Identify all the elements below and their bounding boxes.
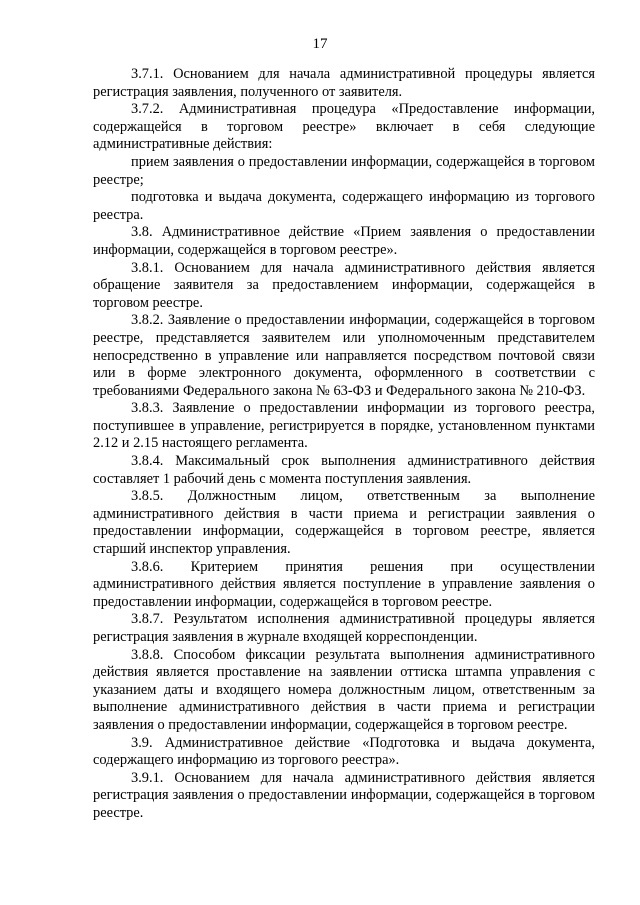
list-item-receive-application: прием заявления о предоставлении информации, содержащейся в торговом реестре; [93,153,595,188]
paragraph-3-8-1: 3.8.1. Основанием для начала административного действия является обращение заявителя за предоставлением информации, содержащейся в торговом реестре. [93,259,595,311]
paragraph-3-7-2: 3.7.2. Административная процедура «Предоставление информации, содержащейся в торговом реестре» включает в себя следующие административные действия: [93,101,595,153]
paragraph-3-8-6: 3.8.6. Критерием принятия решения при осуществлении административного действия является поступление в управление заявления о предоставлении информации, содержащейся в торговом реестре. [93,558,595,610]
paragraph-3-9: 3.9. Административное действие «Подготовка и выдача документа, содержащего информацию из торгового реестра». [93,734,595,769]
paragraph-3-8: 3.8. Административное действие «Прием заявления о предоставлении информации, содержащейся в торговом реестре». [93,224,595,258]
list-item-prepare-document: подготовка и выдача документа, содержащего информацию из торгового реестра. [93,189,595,223]
paragraph-3-7-1: 3.7.1. Основанием для начала административной процедуры является регистрация заявления, полученного от заявителя. [93,66,595,100]
paragraph-3-8-3: 3.8.3. Заявление о предоставлении информации из торгового реестра, поступившее в управление, регистрируется в порядке, установленном пунктами 2.12 и 2.15 настоящего регламента. [93,400,595,452]
paragraph-3-8-2: 3.8.2. Заявление о предоставлении информации, содержащейся в торговом реестре, представляется заявителем или уполномоченным представителем непосредственно в управление или направляется посредством почтовой связи или в форме электронного документа, оформленного в соответствии с требованиями Федерального закона № 63-ФЗ и Федерального закона № 210-ФЗ. [93,312,595,399]
page-number: 17 [312,36,328,52]
paragraph-3-8-7: 3.8.7. Результатом исполнения административной процедуры является регистрация заявления в журнале входящей корреспонденции. [93,611,595,645]
paragraph-3-8-5: 3.8.5. Должностным лицом, ответственным за выполнение административного действия в части приема и регистрации заявления о предоставлении информации, содержащейся в торговом реестре, является старший инспектор управления. [93,488,595,558]
paragraph-3-8-8: 3.8.8. Способом фиксации результата выполнения административного действия является проставление на заявлении оттиска штампа управления с указанием даты и входящего номера должностным лицом, ответственным за выполнение административного действия в части приема и регистрации заявления о предоставлении информации, содержащейся в торговом реестре. [93,646,595,733]
paragraph-3-8-4: 3.8.4. Максимальный срок выполнения административного действия составляет 1 рабочий день с момента поступления заявления. [93,453,595,487]
document-body [93,66,595,823]
paragraph-3-9-1: 3.9.1. Основанием для начала административного действия является регистрация заявления о предоставлении информации, содержащейся в торговом реестре. [93,769,595,821]
